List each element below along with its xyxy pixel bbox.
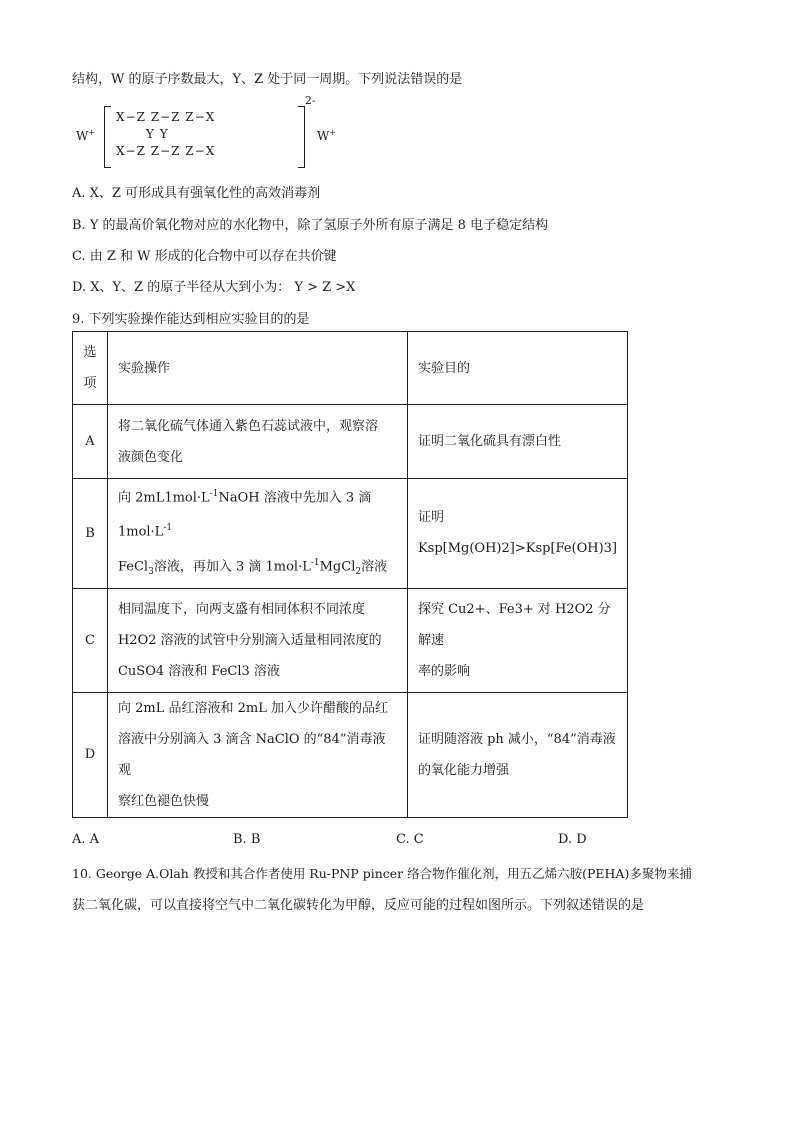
structure-row-mid: Y Y — [146, 127, 169, 141]
bracket-left — [104, 106, 111, 168]
row-d-option: D — [73, 692, 108, 817]
q8-option-d: D. X、Y、Z 的原子半径从大到小为： Y > Z >X — [72, 280, 356, 295]
row-d-purpose: 证明随溶液 ph 减小，“84”消毒液 的氧化能力增强 — [407, 692, 627, 817]
table-row-a — [73, 405, 628, 479]
q9-answer-c: C. C — [396, 832, 424, 847]
row-a-operation: 将二氧化硫气体通入紫色石蕊试液中，观察溶 液颜色变化 — [107, 405, 407, 479]
header-option: 选项 — [73, 332, 108, 405]
row-b-operation: 向 $2mL1mol\cdot L^{-1}NaOH$ 溶液中先加入 3 滴 $1mol\cdot L^{-1}$ FeCl$_3$溶液，再加入 3 滴 $1mol\cdot L^{-1}MgCl_2$溶液 — [107, 479, 407, 589]
row-a-option: A — [73, 405, 108, 479]
row-b-option: B — [73, 479, 108, 589]
table-header-row — [73, 332, 628, 405]
row-c-purpose: 探究 Cu2+、Fe3+ 对 H2O2 分解速 率的影响 — [407, 588, 627, 692]
header-operation: 实验操作 — [107, 332, 407, 405]
q9-answer-a: A. A — [72, 832, 100, 847]
row-b-purpose: 证明 Ksp[Mg(OH)2]>Ksp[Fe(OH)3] — [407, 479, 627, 589]
q9-title: 9. 下列实验操作能达到相应实验目的的是 — [72, 312, 310, 327]
anion-charge: 2- — [305, 94, 316, 107]
q10-line1: 10. George A.Olah 教授和其合作者使用 Ru-PNP pincer 络合物作催化剂，用五乙烯六胺(PEHA)多聚物来捕 — [72, 866, 692, 881]
cation-right: W+ — [317, 128, 337, 143]
q8-option-b: B. Y 的最高价氧化物对应的水化物中，除了氢原子外所有原子满足 8 电子稳定结构 — [72, 218, 549, 233]
table-row-b — [73, 479, 628, 589]
bracket-right — [298, 106, 305, 168]
row-c-option: C — [73, 588, 108, 692]
structure-row1: X−Z Z−Z Z−X — [116, 110, 216, 124]
q9-answer-d: D. D — [558, 832, 587, 847]
q10-line2: 获二氧化碳，可以直接将空气中二氧化碳转化为甲醇，反应可能的过程如图所示。下列叙述错误的是 — [72, 898, 645, 913]
q9-answer-b: B. B — [233, 832, 261, 847]
q8-option-c: C. 由 Z 和 W 形成的化合物中可以存在共价键 — [72, 249, 337, 264]
table-row-d — [73, 692, 628, 817]
structure-row3: X−Z Z−Z Z−X — [116, 144, 216, 158]
row-d-operation: 向 2mL 品红溶液和 2mL 加入少许醋酸的品红 溶液中分别滴入 3 滴含 NaClO 的“84”消毒液观 察红色褪色快慢 — [107, 692, 407, 817]
row-a-purpose: 证明二氧化硫具有漂白性 — [407, 405, 627, 479]
header-purpose: 实验目的 — [407, 332, 627, 405]
cation-left: W+ — [76, 128, 96, 143]
row-c-operation: 相同温度下，向两支盛有相同体积不同浓度 H2O2 溶液的试管中分别滴入适量相同浓度的 CuSO4 溶液和 FeCl3 溶液 — [107, 588, 407, 692]
table-row-c — [73, 588, 628, 692]
q8-option-a: A. X、Z 可形成具有强氧化性的高效消毒剂 — [72, 186, 321, 201]
intro-line: 结构，W 的原子序数最大，Y、Z 处于同一周期。下列说法错误的是 — [72, 72, 463, 87]
experiment-table — [72, 331, 628, 818]
ionic-structure-diagram — [72, 94, 337, 174]
